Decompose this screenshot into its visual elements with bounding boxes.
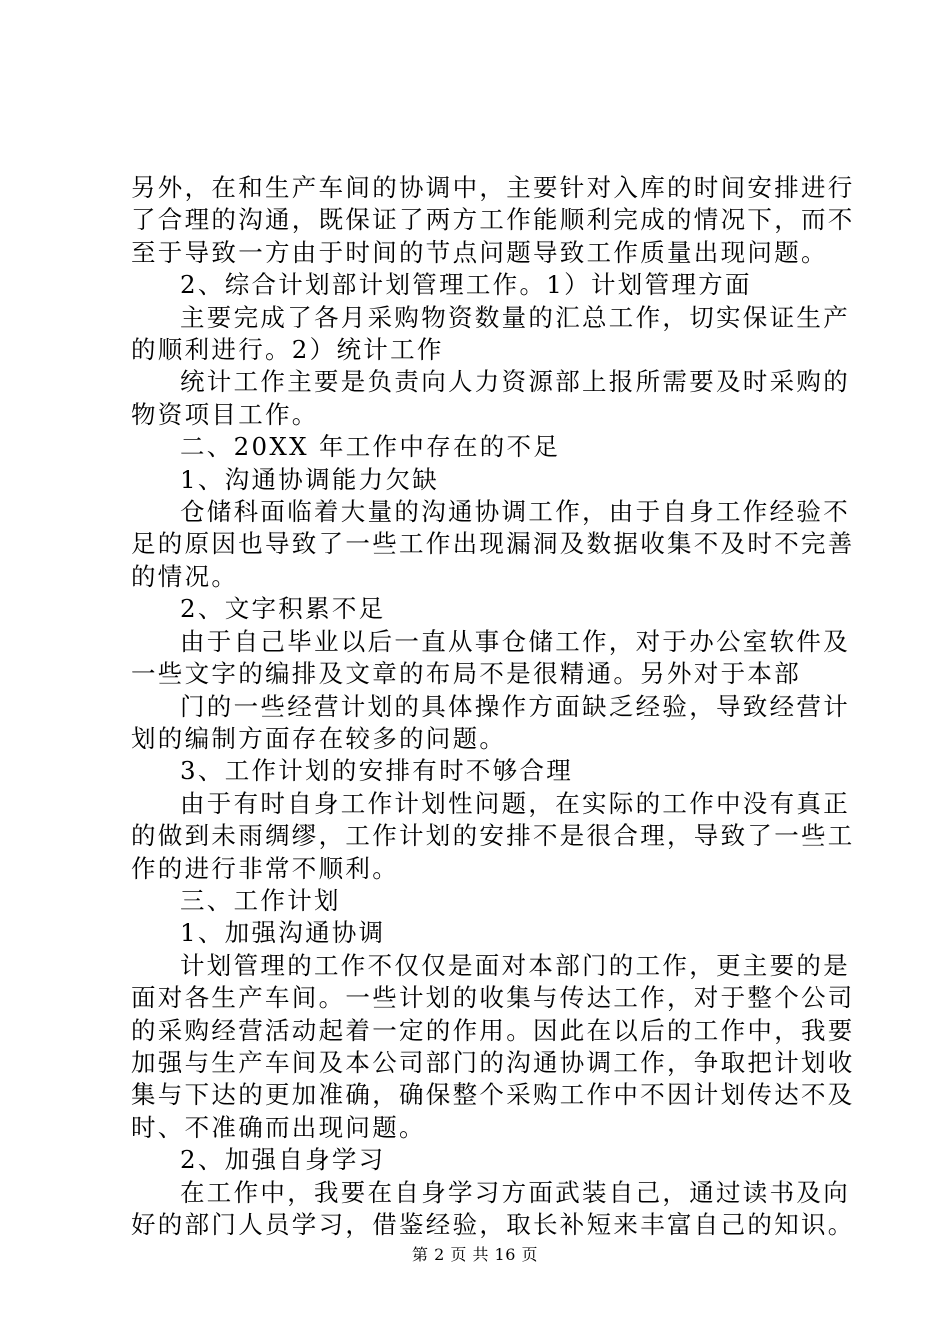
text-line: 由于有时自身工作计划性问题，在实际的工作中没有真正 <box>180 788 850 818</box>
subsection-heading: 1、沟通协调能力欠缺 <box>180 464 440 494</box>
text-line: 足的原因也导致了一些工作出现漏洞及数据收集不及时不完善 <box>131 529 855 559</box>
text-line: 门的一些经营计划的具体操作方面缺乏经验，导致经营计 <box>180 691 850 721</box>
text-line: 的顺利进行。2）统计工作 <box>131 335 444 365</box>
page-footer <box>0 1245 950 1265</box>
text-line: 面对各生产车间。一些计划的收集与传达工作，对于整个公司 <box>131 983 855 1013</box>
text-line: 由于自己毕业以后一直从事仓储工作，对于办公室软件及 <box>180 626 850 656</box>
subsection-heading: 2、文字积累不足 <box>180 594 386 624</box>
text-line: 的采购经营活动起着一定的作用。因此在以后的工作中，我要 <box>131 1015 855 1045</box>
text-line: 计划管理的工作不仅仅是面对本部门的工作，更主要的是 <box>180 950 850 980</box>
text-line: 物资项目工作。 <box>131 399 319 429</box>
section-heading: 二、20XX 年工作中存在的不足 <box>180 432 561 462</box>
section-heading: 三、工作计划 <box>180 885 341 915</box>
text-line: 另外，在和生产车间的协调中，主要针对入库的时间安排进行 <box>131 173 855 202</box>
text-line: 统计工作主要是负责向人力资源部上报所需要及时采购的 <box>180 367 850 397</box>
section-heading: 2、综合计划部计划管理工作。1）计划管理方面 <box>180 270 752 300</box>
text-line: 主要完成了各月采购物资数量的汇总工作，切实保证生产 <box>180 302 850 332</box>
text-line: 在工作中，我要在自身学习方面武装自己，通过读书及向 <box>180 1177 850 1207</box>
text-line: 集与下达的更加准确，确保整个采购工作中不因计划传达不及 <box>131 1080 855 1110</box>
text-line: 了合理的沟通，既保证了两方工作能顺利完成的情况下，而不 <box>131 205 855 235</box>
text-line: 好的部门人员学习，借鉴经验，取长补短来丰富自己的知识。 <box>131 1210 855 1239</box>
text-line: 作的进行非常不顺利。 <box>131 853 399 883</box>
text-line: 一些文字的编排及文章的布局不是很精通。另外对于本部 <box>131 659 801 689</box>
text-line: 至于导致一方由于时间的节点问题导致工作质量出现问题。 <box>131 237 828 267</box>
text-line: 的做到未雨绸缪，工作计划的安排不是很合理，导致了一些工 <box>131 821 855 851</box>
page-number-label: 第 2 页 共 16 页 <box>412 1245 538 1264</box>
document-body <box>131 172 855 1241</box>
text-line: 时、不准确而出现问题。 <box>131 1112 426 1142</box>
subsection-heading: 1、加强沟通协调 <box>180 918 386 948</box>
subsection-heading: 2、加强自身学习 <box>180 1145 386 1175</box>
text-line: 划的编制方面存在较多的问题。 <box>131 723 507 753</box>
subsection-heading: 3、工作计划的安排有时不够合理 <box>180 756 574 786</box>
text-line: 加强与生产车间及本公司部门的沟通协调工作，争取把计划收 <box>131 1047 855 1077</box>
text-line: 的情况。 <box>131 561 239 591</box>
text-line: 仓储科面临着大量的沟通协调工作，由于自身工作经验不 <box>180 497 850 527</box>
